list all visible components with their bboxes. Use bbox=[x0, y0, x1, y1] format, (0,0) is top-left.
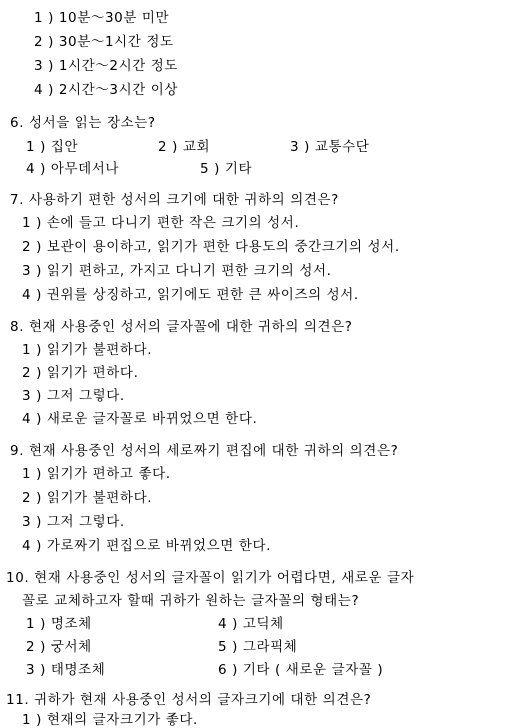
q7-option-1: 1 ) 손에 들고 다니기 편한 작은 크기의 성서. bbox=[22, 215, 300, 231]
q10-option-4: 4 ) 고딕체 bbox=[218, 616, 284, 632]
question-10-line-1: 10. 현재 사용중인 성서의 글자꼴이 읽기가 어렵다면, 새로운 글자 bbox=[6, 570, 415, 586]
q10-option-1: 1 ) 명조체 bbox=[26, 616, 92, 632]
q10-option-5: 5 ) 그라픽체 bbox=[218, 639, 298, 655]
q7-option-3: 3 ) 읽기 편하고, 가지고 다니기 편한 크기의 성서. bbox=[22, 263, 332, 279]
q9-option-3: 3 ) 그저 그렇다. bbox=[22, 514, 125, 530]
q11-option-1: 1 ) 현재의 글자크기가 좋다. bbox=[22, 712, 198, 728]
q7-option-4: 4 ) 권위를 상징하고, 읽기에도 편한 큰 싸이즈의 성서. bbox=[22, 287, 359, 303]
q9-option-2: 2 ) 읽기가 불편하다. bbox=[22, 490, 153, 506]
question-10-line-2: 꼴로 교체하고자 할때 귀하가 원하는 글자꼴의 형태는? bbox=[22, 593, 360, 609]
q6-option-2: 2 ) 교회 bbox=[158, 139, 211, 155]
q6-option-5: 5 ) 기타 bbox=[200, 161, 253, 177]
question-6: 6. 성서을 읽는 장소는? bbox=[10, 115, 156, 131]
q9-option-4: 4 ) 가로짜기 편집으로 바뀌었으면 한다. bbox=[22, 538, 272, 554]
q9-option-1: 1 ) 읽기가 편하고 좋다. bbox=[22, 466, 171, 482]
q6-option-4: 4 ) 아무데서나 bbox=[26, 161, 120, 177]
question-7: 7. 사용하기 편한 성서의 크기에 대한 귀하의 의견은? bbox=[10, 192, 339, 208]
question-8: 8. 현재 사용중인 성서의 글자꼴에 대한 귀하의 의견은? bbox=[10, 319, 353, 335]
q8-option-4: 4 ) 새로운 글자꼴로 바뀌었으면 한다. bbox=[22, 411, 258, 427]
q8-option-3: 3 ) 그저 그렇다. bbox=[22, 388, 125, 404]
q5-option-4: 4 ) 2시간～3시간 이상 bbox=[34, 82, 179, 98]
q8-option-1: 1 ) 읽기가 불편하다. bbox=[22, 342, 153, 358]
question-11: 11. 귀하가 현재 사용중인 성서의 글자크기에 대한 의견은? bbox=[6, 692, 372, 708]
q5-option-1: 1 ) 10분～30분 미만 bbox=[34, 10, 170, 26]
q10-option-2: 2 ) 궁서체 bbox=[26, 639, 92, 655]
q6-option-3: 3 ) 교통수단 bbox=[290, 139, 370, 155]
question-9: 9. 현재 사용중인 성서의 세로짜기 편집에 대한 귀하의 의견은? bbox=[10, 443, 399, 459]
q5-option-2: 2 ) 30분～1시간 정도 bbox=[34, 34, 174, 50]
q8-option-2: 2 ) 읽기가 편하다. bbox=[22, 365, 139, 381]
q10-option-6: 6 ) 기타 ( 새로운 글자꼴 ) bbox=[218, 662, 384, 678]
q6-option-1: 1 ) 집안 bbox=[26, 139, 79, 155]
q7-option-2: 2 ) 보관이 용이하고, 읽기가 편한 다용도의 중간크기의 성서. bbox=[22, 239, 400, 255]
q10-option-3: 3 ) 태명조체 bbox=[26, 662, 106, 678]
q5-option-3: 3 ) 1시간～2시간 정도 bbox=[34, 58, 179, 74]
